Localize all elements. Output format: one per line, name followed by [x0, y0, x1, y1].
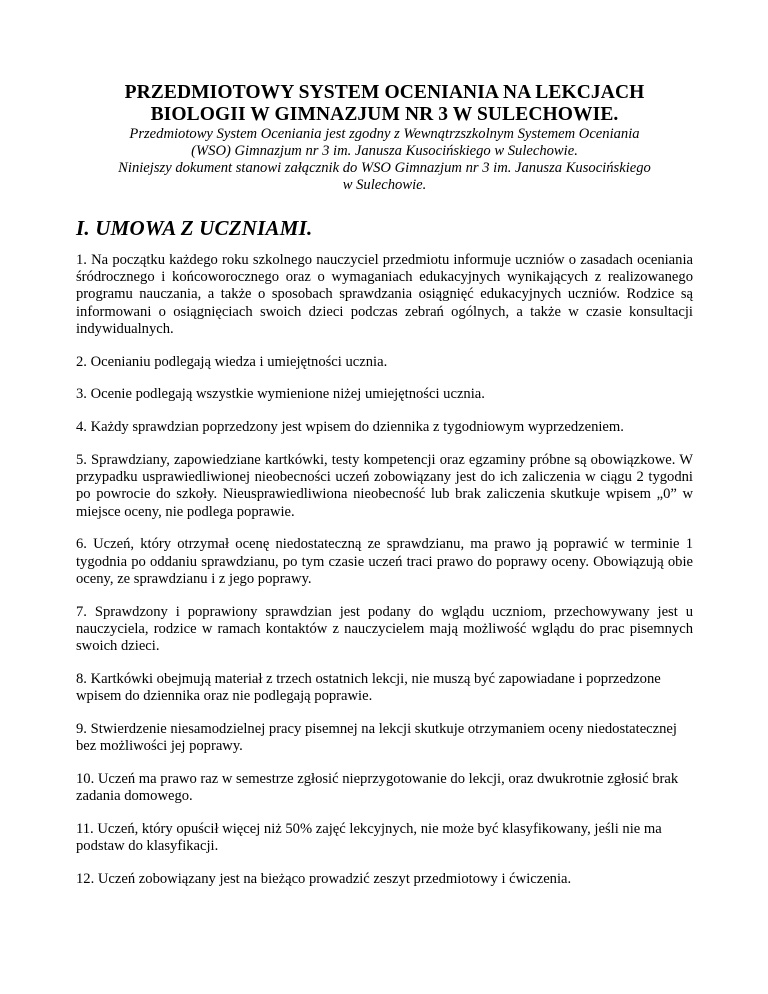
title-line: PRZEDMIOTOWY SYSTEM OCENIANIA NA LEKCJACH — [124, 82, 645, 103]
rule-item: 2. Ocenianiu podlegają wiedza i umiejętności ucznia. — [76, 353, 388, 370]
document-page — [76, 82, 693, 904]
rule-item: 10. Uczeń ma prawo raz w semestrze zgłosić nieprzygotowanie do lekcji, oraz dwukrotnie zgłosić brak zadania domowego. — [76, 770, 679, 805]
rule-item: 4. Każdy sprawdzian poprzedzony jest wpisem do dziennika z tygodniowym wyprzedzeniem. — [76, 419, 624, 436]
rule-item: 11. Uczeń, który opuścił więcej niż 50% zajęć lekcyjnych, nie może być klasyfikowany, jeśli nie ma podstaw do klasyfikacji. — [76, 820, 662, 855]
rule-item: 1. Na początku każdego roku szkolnego nauczyciel przedmiotu informuje uczniów o zasadach oceniania śródrocznego i końcoworocznego oraz o wymaganiach edukacyjnych wynikających z realizowanego programu nauczania, a także o sposobach sprawdzania osiągnięć edukacyjnych uczniów. Rodzice są informowani o osiągnięciach swoich dzieci podczas zebrań ogólnych, a także w czasie konsultacji indywidualnych. — [76, 252, 693, 337]
intro-line: (WSO) Gimnazjum nr 3 im. Janusza Kusocińskiego w Sulechowie. — [191, 143, 578, 159]
rules-list — [76, 252, 693, 888]
section-heading: I. UMOWA Z UCZNIAMI. — [76, 216, 313, 240]
rule-item: 9. Stwierdzenie niesamodzielnej pracy pisemnej na lekcji skutkuje otrzymaniem oceny niedostatecznej bez możliwości jej poprawy. — [76, 720, 677, 755]
intro-line: Przedmiotowy System Oceniania jest zgodny z Wewnątrzszkolnym Systemem Oceniania — [129, 126, 640, 142]
rule-item: 6. Uczeń, który otrzymał ocenę niedostateczną ze sprawdzianu, ma prawo ją poprawić w terminie 1 tygodnia po oddaniu sprawdzianu, po tym czasie uczeń traci prawo do poprawy oceny. Obowiązują obie oceny, ze sprawdzianu i z jego poprawy. — [76, 536, 693, 587]
intro-line: w Sulechowie. — [342, 177, 427, 193]
rule-item: 7. Sprawdzony i poprawiony sprawdzian jest podany do wglądu uczniom, przechowywany jest u nauczyciela, rodzice w ramach kontaktów z nauczycielem mają możliwość wglądu do prac pisemnych swoich dzieci. — [76, 603, 693, 655]
intro-line: Niniejszy dokument stanowi załącznik do WSO Gimnazjum nr 3 im. Janusza Kusocińskiego — [118, 160, 651, 176]
rule-item: 5. Sprawdziany, zapowiedziane kartkówki, testy kompetencji oraz egzaminy próbne są obowiązkowe. W przypadku usprawiedliwionej nieobecności uczeń zobowiązany jest do ich zaliczenia w ciągu 2 tygodni po powrocie do szkoły. Nieusprawiedliwiona nieobecność lub brak zaliczenia skutkuje wpisem „0” w miejsce oceny, nie podlega poprawie. — [76, 452, 693, 520]
document-title — [76, 82, 693, 126]
rule-item: 3. Ocenie podlegają wszystkie wymienione niżej umiejętności ucznia. — [76, 386, 485, 403]
rule-item: 8. Kartkówki obejmują materiał z trzech ostatnich lekcji, nie muszą być zapowiadane i poprzedzone wpisem do dziennika oraz nie podlegają poprawie. — [76, 670, 661, 705]
intro-note — [76, 126, 693, 194]
rule-item: 12. Uczeń zobowiązany jest na bieżąco prowadzić zeszyt przedmiotowy i ćwiczenia. — [76, 870, 572, 887]
title-line: BIOLOGII W GIMNAZJUM NR 3 W SULECHOWIE. — [150, 104, 619, 125]
